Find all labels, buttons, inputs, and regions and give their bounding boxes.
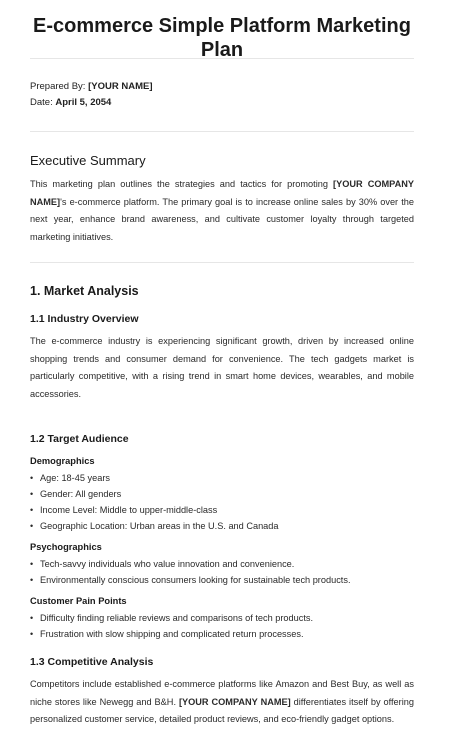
list-item: • Geographic Location: Urban areas in the U.S. and Canada — [40, 518, 414, 534]
list-item: • Difficulty finding reliable reviews and comparisons of tech products. — [40, 610, 414, 626]
executive-summary-text-part: This marketing plan outlines the strategies and tactics for promoting — [30, 179, 334, 189]
date-label: Date: — [30, 97, 56, 108]
psychographics-list — [30, 556, 414, 588]
list-item: • Frustration with slow shipping and complicated return processes. — [40, 626, 414, 642]
divider — [30, 262, 414, 263]
list-item: • Age: 18-45 years — [40, 470, 414, 486]
prepared-by-label: Prepared By: — [30, 81, 89, 92]
company-name-placeholder: [YOUR COMPANY NAME] — [178, 696, 291, 707]
market-analysis-heading: 1. Market Analysis — [30, 284, 139, 298]
executive-summary-heading: Executive Summary — [30, 153, 146, 168]
executive-summary-text-part: 's e-commerce platform. The primary goal is to increase online sales by 30% over the next year, enhance brand awareness, and cultivate customer loyalty through targeted marketing initiatives. — [30, 196, 414, 242]
pain-points-heading: Customer Pain Points — [30, 596, 127, 606]
divider — [30, 58, 414, 59]
company-name-placeholder: [YOUR COMPANY NAME] — [30, 179, 415, 207]
executive-summary-text — [30, 176, 414, 246]
date-line — [30, 95, 414, 111]
list-item: • Tech-savvy individuals who value innovation and convenience. — [40, 556, 414, 572]
document-title: E-commerce Simple Platform Marketing Plan — [33, 15, 411, 61]
prepared-by-line — [30, 79, 414, 95]
psychographics-heading: Psychographics — [30, 542, 102, 552]
divider — [30, 131, 414, 132]
pain-points-list — [30, 610, 414, 642]
demographics-heading: Demographics — [30, 456, 95, 466]
prepared-by-value: [YOUR NAME] — [88, 81, 153, 92]
list-item: • Gender: All genders — [40, 486, 414, 502]
list-item: • Environmentally conscious consumers looking for sustainable tech products. — [40, 572, 414, 588]
industry-overview-heading: 1.1 Industry Overview — [30, 313, 139, 325]
target-audience-heading: 1.2 Target Audience — [30, 433, 129, 445]
document-meta — [30, 79, 414, 111]
industry-overview-text: The e-commerce industry is experiencing significant growth, driven by increased online shopping trends and consumer demand for convenience. The tech gadgets market is particularly competitive, with a rising trend in smart home devices, wearables, and mobile accessories. — [30, 336, 414, 399]
competitive-analysis-text — [30, 676, 414, 729]
competitive-text-part: differentiates itself by offering personalized customer service, detailed product reviews, and eco-friendly gadget options. — [30, 696, 414, 724]
date-value: April 5, 2054 — [55, 97, 112, 108]
competitive-analysis-heading: 1.3 Competitive Analysis — [30, 656, 154, 668]
competitive-text-part: Competitors include established e-commerce platforms like Amazon and Best Buy, as well as niche stores like Newegg and B&H. — [30, 679, 414, 707]
demographics-list — [30, 470, 414, 534]
list-item: • Income Level: Middle to upper-middle-class — [40, 502, 414, 518]
